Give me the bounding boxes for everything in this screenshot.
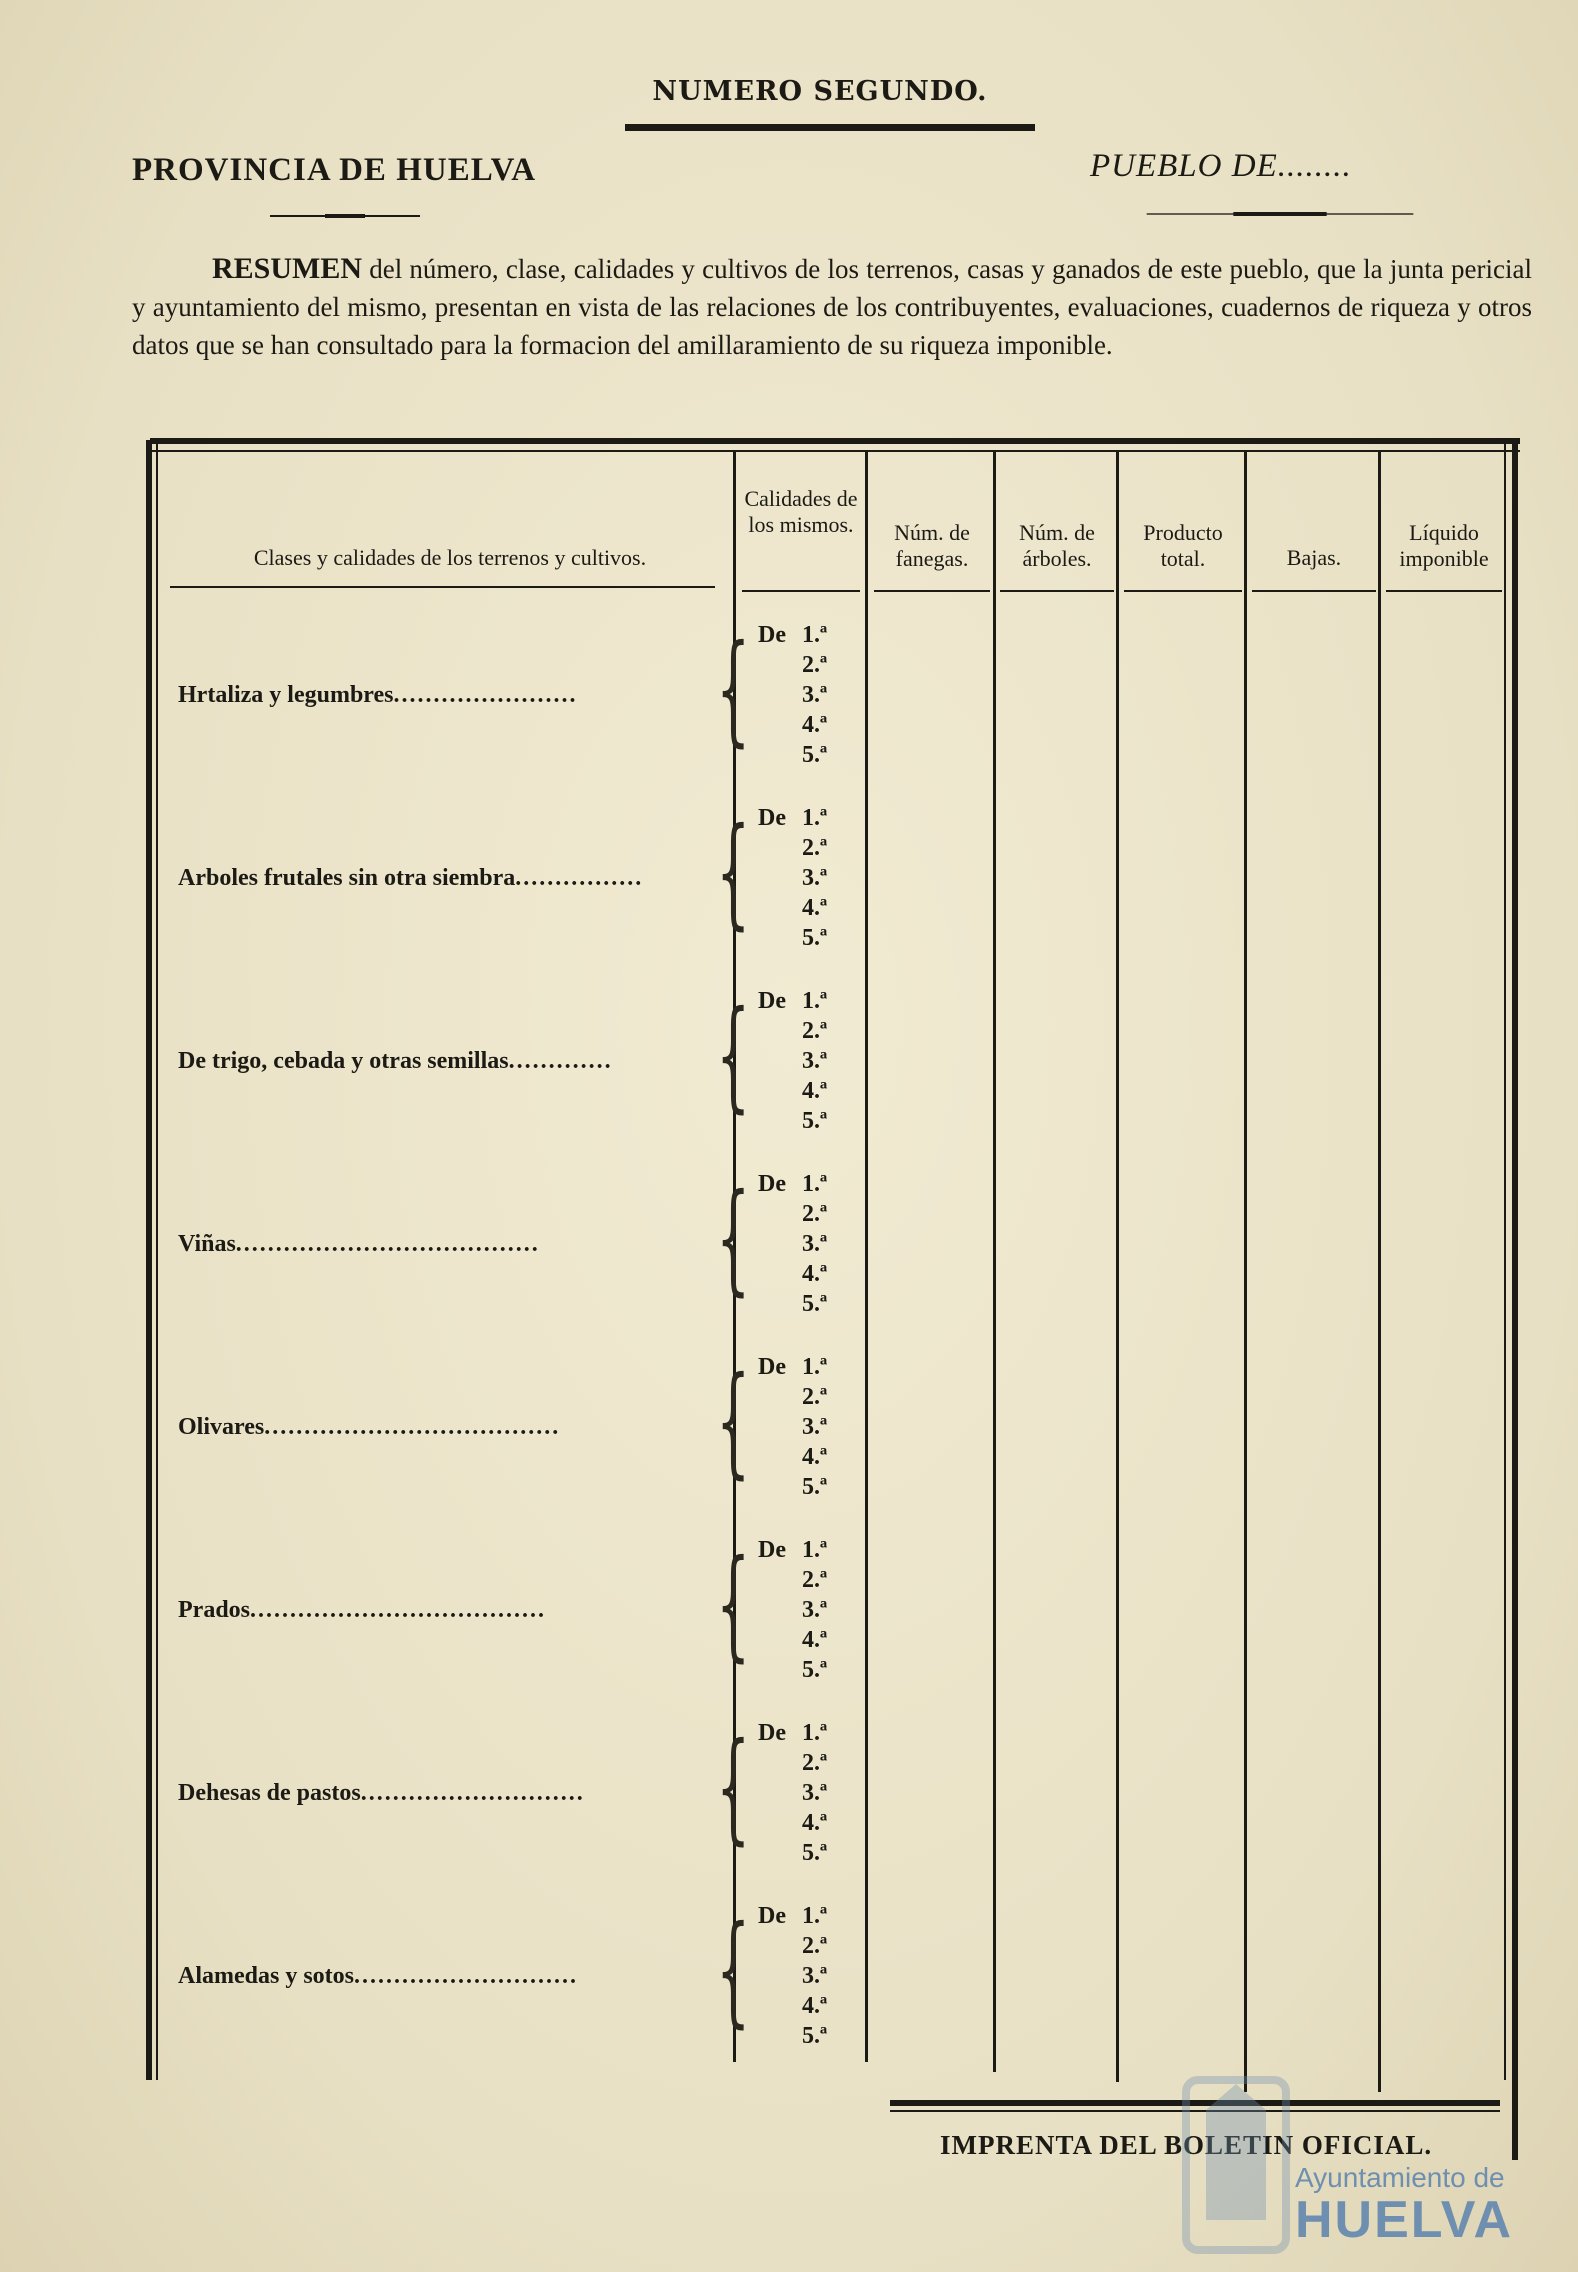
col-header-liquid: Líquido imponible (1399, 520, 1489, 571)
table-left-border-inner (156, 440, 158, 2080)
grade-brace: { (716, 1169, 751, 1308)
col-divider-2 (865, 452, 868, 2062)
grade-label: 5.ª (802, 1474, 828, 1500)
category-row-label (178, 1597, 546, 1624)
category-row-label (178, 1414, 560, 1441)
town-title: PUEBLO DE........ (1090, 148, 1352, 184)
grade-label: 3.ª (802, 1414, 828, 1440)
grade-label: 5.ª (802, 1291, 828, 1317)
header-underline-bajas (1252, 590, 1376, 592)
grade-label: 2.ª (802, 1384, 828, 1410)
grade-label: 5.ª (802, 1840, 828, 1866)
category-row-label (178, 865, 643, 892)
grade-label: 4.ª (802, 1993, 828, 2019)
printer-imprint: IMPRENTA DEL BOLETIN OFICIAL. (940, 2130, 1433, 2160)
grade-prefix: De (758, 988, 786, 1014)
town-ornament (1080, 212, 1480, 216)
table-right-border (1512, 440, 1518, 2160)
col-header-bajas: Bajas. (1286, 545, 1342, 570)
grade-prefix: De (758, 1720, 786, 1746)
grade-brace: { (716, 1352, 751, 1491)
grade-prefix: De (758, 1171, 786, 1197)
table-right-border-inner (1504, 440, 1506, 2080)
grade-label: 2.ª (802, 1018, 828, 1044)
grade-prefix: De (758, 1537, 786, 1563)
col-divider-5 (1244, 452, 1247, 2092)
grade-prefix: De (758, 805, 786, 831)
grade-brace: { (716, 1901, 751, 2040)
category-row-label (178, 682, 578, 709)
category-name: Dehesas de pastos (178, 1780, 361, 1806)
header-underline-classes (170, 586, 715, 588)
heading-rule (625, 124, 1035, 131)
table-left-border (146, 440, 152, 2080)
header-underline-fanegas (874, 590, 990, 592)
col-divider-4 (1116, 452, 1119, 2082)
watermark-line2: HUELVA (1295, 2191, 1514, 2249)
grade-label: 3.ª (802, 1048, 828, 1074)
grade-prefix: De (758, 622, 786, 648)
category-name: Viñas (178, 1231, 236, 1257)
category-name: Hrtaliza y legumbres (178, 682, 394, 708)
grade-brace: { (716, 803, 751, 942)
grade-label: 5.ª (802, 1657, 828, 1683)
category-name: Alamedas y sotos (178, 1963, 355, 1989)
col-header-trees: Núm. de árboles. (1019, 520, 1095, 571)
grade-label: 5.ª (802, 2023, 828, 2049)
grade-label: 3.ª (802, 865, 828, 891)
col-header-product: Producto total. (1143, 520, 1223, 571)
category-row-label (178, 1231, 540, 1258)
province-ornament (270, 214, 420, 218)
col-header-fanegas: Núm. de fanegas. (894, 520, 970, 571)
grade-label: 2.ª (802, 652, 828, 678)
grade-label: 3.ª (802, 1231, 828, 1257)
grade-prefix: De (758, 1354, 786, 1380)
category-row-label (178, 1048, 613, 1075)
category-name: Olivares (178, 1414, 265, 1440)
category-name: Arboles frutales sin otra siembra (178, 865, 516, 891)
category-row-label (178, 1963, 578, 1990)
grade-label: 1.ª (802, 622, 828, 648)
grade-label: 5.ª (802, 1108, 828, 1134)
grade-label: 1.ª (802, 1903, 828, 1929)
category-leader-dots: ..................................... (250, 1597, 546, 1623)
grade-prefix: De (758, 1903, 786, 1929)
category-leader-dots: ..................................... (264, 1414, 561, 1440)
category-leader-dots: ...................................... (235, 1231, 540, 1257)
grade-label: 1.ª (802, 988, 828, 1014)
grade-brace: { (716, 1718, 751, 1857)
header-underline-quality (742, 590, 860, 592)
summary-lead-word: RESUMEN (212, 252, 363, 285)
col-header-classes: Clases y calidades de los terrenos y cultivos. (253, 545, 647, 570)
category-leader-dots: ....................... (393, 682, 578, 708)
grade-label: 5.ª (802, 925, 828, 951)
grade-label: 3.ª (802, 1597, 828, 1623)
summary-paragraph (132, 250, 1532, 364)
summary-text: del número, clase, calidades y cultivos de los terrenos, casas y ganados de este pueblo, que la junta pericial y ayuntamiento del mismo, presentan en vista de las relaciones de los contribuyentes, evaluaciones, cuadernos de riqueza y otros datos que se han consultado para la formacion del amillaramiento de su riqueza imponible. (132, 254, 1532, 360)
grade-label: 4.ª (802, 1444, 828, 1470)
category-name: Prados (178, 1597, 250, 1623)
grade-label: 1.ª (802, 1354, 828, 1380)
watermark-line1: Ayuntamiento de (1295, 2162, 1505, 2193)
grade-label: 4.ª (802, 1810, 828, 1836)
grade-label: 4.ª (802, 895, 828, 921)
category-leader-dots: ............................ (360, 1780, 585, 1806)
grade-label: 4.ª (802, 712, 828, 738)
col-divider-6 (1378, 452, 1381, 2092)
grade-label: 1.ª (802, 1720, 828, 1746)
grade-label: 2.ª (802, 835, 828, 861)
form-number-heading: NUMERO SEGUNDO. (652, 76, 988, 107)
grade-label: 4.ª (802, 1627, 828, 1653)
grade-label: 4.ª (802, 1261, 828, 1287)
grade-brace: { (716, 620, 751, 759)
header-underline-product (1124, 590, 1242, 592)
grade-label: 2.ª (802, 1933, 828, 1959)
grade-label: 2.ª (802, 1201, 828, 1227)
grade-label: 5.ª (802, 742, 828, 768)
grade-label: 4.ª (802, 1078, 828, 1104)
province-title: PROVINCIA DE HUELVA (132, 152, 537, 188)
category-leader-dots: ................ (515, 865, 644, 891)
category-row-label (178, 1780, 585, 1807)
grade-brace: { (716, 1535, 751, 1674)
grade-label: 3.ª (802, 1963, 828, 1989)
grade-label: 1.ª (802, 1171, 828, 1197)
grade-label: 2.ª (802, 1750, 828, 1776)
grade-label: 1.ª (802, 805, 828, 831)
grade-label: 3.ª (802, 1780, 828, 1806)
col-divider-3 (993, 452, 996, 2072)
category-name: De trigo, cebada y otras semillas (178, 1048, 509, 1074)
grade-brace: { (716, 986, 751, 1125)
grade-label: 2.ª (802, 1567, 828, 1593)
grade-label: 1.ª (802, 1537, 828, 1563)
table-top-rule-thin (150, 450, 1520, 452)
category-leader-dots: ............................ (354, 1963, 579, 1989)
category-leader-dots: ............. (508, 1048, 613, 1074)
col-header-quality: Calidades de los mismos. (744, 486, 858, 537)
header-underline-trees (1000, 590, 1114, 592)
header-underline-liquid (1386, 590, 1502, 592)
grade-label: 3.ª (802, 682, 828, 708)
table-top-rule (150, 438, 1520, 444)
